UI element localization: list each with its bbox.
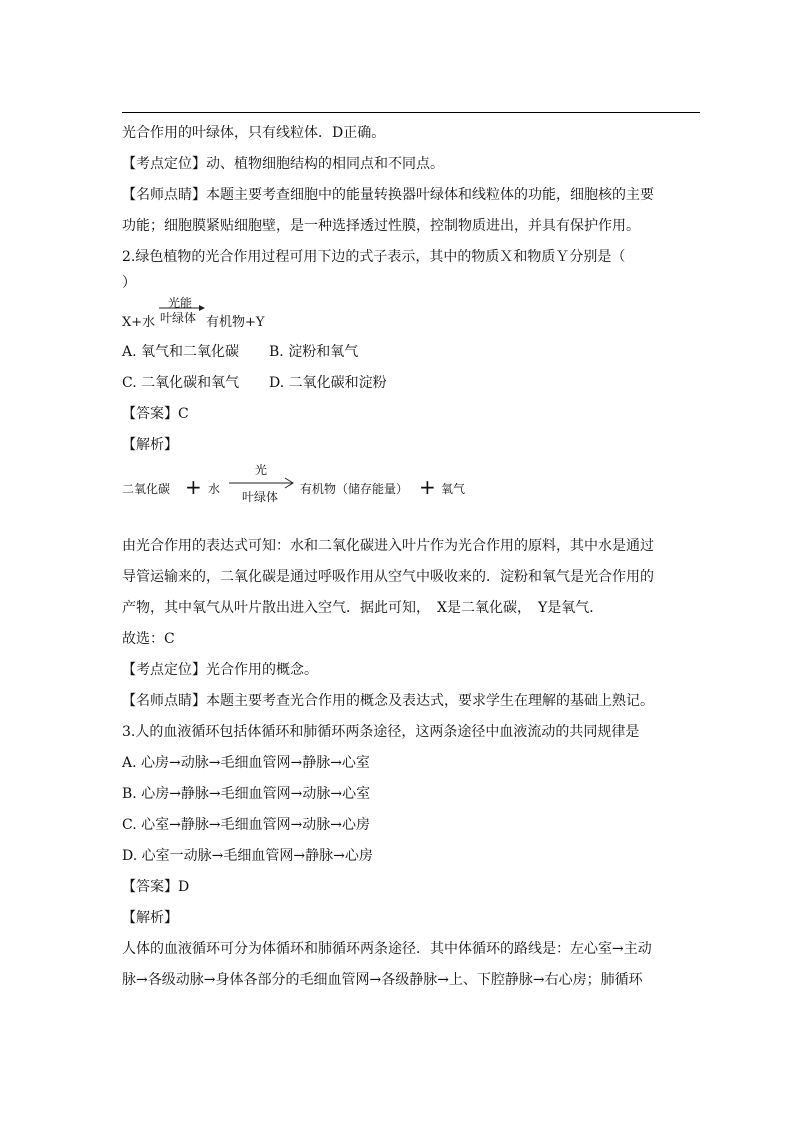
explanation-cont-1: 导管运输来的，二氧化碳是通过呼吸作用从空气中吸收来的．淀粉和氧气是光合作用的	[122, 569, 654, 585]
answer: 【答案】C	[122, 406, 189, 422]
explanation-cont: 脉→各级动脉→身体各部分的毛细血管网→各级静脉→上、下腔静脉→右心房；肺循环	[122, 972, 643, 988]
teacher-tip: 【名师点睛】本题主要考查细胞中的能量转换器叶绿体和线粒体的功能，细胞核的主要	[122, 187, 654, 203]
formula-arrow	[159, 293, 205, 333]
question-3-stem: 3.人的血液循环包括体循环和肺循环两条途径，这两条途径中血液流动的共同规律是	[122, 724, 640, 740]
explanation: 人体的血液循环可分为体循环和肺循环两条途径．其中体循环的路线是：左心室→主动	[122, 941, 652, 957]
equation-reactant-1: 二氧化碳	[122, 482, 171, 496]
option-a: A. 氧气和二氧化碳	[122, 344, 240, 360]
header-rule	[122, 112, 700, 113]
choice-result: 故选：C	[122, 631, 175, 647]
option-row-1	[122, 337, 700, 368]
teacher-tip: 【名师点睛】本题主要考查光合作用的概念及表达式，要求学生在理解的基础上熟记。	[122, 693, 654, 709]
equation-condition-below: 叶绿体	[242, 490, 279, 504]
analysis-label: 【解析】	[122, 910, 178, 926]
equation-product-1: 有机物（储存能量）	[300, 482, 409, 496]
option-c: C. 心室→静脉→毛细血管网→动脉→心房	[122, 817, 371, 833]
equation-reactant-2: 水	[208, 482, 221, 496]
explanation-cont-2: 产物，其中氧气从叶片散出进入空气．据此可知， X是二氧化碳， Y是氧气．	[122, 600, 604, 616]
option-b: B. 心房→静脉→毛细血管网→动脉→心室	[122, 786, 371, 802]
photosynthesis-formula	[122, 293, 700, 337]
option-a: A. 心房→动脉→毛细血管网→静脉→心室	[122, 755, 370, 771]
equation-plus-1: +	[185, 475, 202, 499]
option-row-2	[122, 368, 700, 399]
option-d: D. 二氧化碳和淀粉	[269, 375, 387, 391]
formula-condition-above: 光能	[168, 296, 193, 310]
analysis-label: 【解析】	[122, 437, 178, 453]
text-line: 光合作用的叶绿体，只有线粒体．D正确。	[122, 125, 386, 141]
exam-point: 【考点定位】动、植物细胞结构的相同点和不同点。	[122, 156, 444, 172]
formula-condition-below: 叶绿体	[160, 311, 197, 325]
teacher-tip-cont: 功能；细胞膜紧贴细胞壁，是一种选择透过性膜，控制物质进出，并具有保护作用。	[122, 218, 640, 234]
question-2-stem: 2.绿色植物的光合作用过程可用下边的式子表示，其中的物质Ｘ和物质Ｙ分别是（	[122, 249, 626, 265]
formula-lhs: X+水	[122, 315, 156, 330]
document-page	[122, 118, 700, 996]
option-c: C. 二氧化碳和氧气	[122, 375, 240, 391]
exam-point: 【考点定位】光合作用的概念。	[122, 662, 318, 678]
explanation: 由光合作用的表达式可知：水和二氧化碳进入叶片作为光合作用的原料，其中水是通过	[122, 538, 654, 554]
equation-condition-above: 光	[255, 463, 268, 477]
photosynthesis-equation	[122, 461, 700, 531]
option-b: B. 淀粉和氧气	[269, 344, 359, 360]
question-2-stem-close: ）	[122, 275, 136, 291]
equation-plus-2: +	[419, 475, 436, 499]
formula-rhs: 有机物+Y	[206, 315, 265, 330]
answer: 【答案】D	[122, 879, 190, 895]
equation-product-2: 氧气	[441, 482, 466, 496]
option-d: D. 心室一动脉→毛细血管网→静脉→心房	[122, 848, 373, 864]
